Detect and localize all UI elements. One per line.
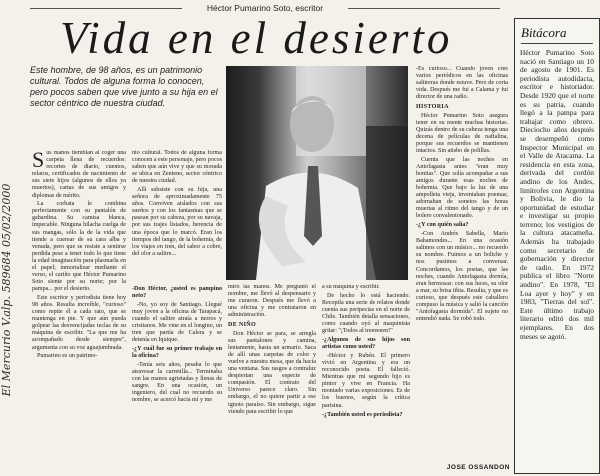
sidebar-box: [514, 18, 600, 474]
article-lead: Este hombre, de 98 años, es un patrimonio cultural. Todos de alguna forma lo conocen, pero pocos saben que vive junto a su hija en el sector céntrico de nuestra ciudad.: [30, 65, 218, 108]
col1-p2: La corbata le combina perfectamente con su pantalón de gabardina. Su camisa blanca, impecable. Ninguna hilacha cuelga de sus mangas, sólo la de la vida que tiende a cuerear de su cara alba y venuda, pero que se resiste a sentirse perdida pese a tener todo lo que tiene la edad imaginación para plasmarla en el papel; inmortalizar mediante el verso, el cariño que Héctor Pumarino Soto siente por su norte; por la pampa... por el desierto.: [32, 201, 126, 293]
col5-p1: -Es curioso... Cuando joven creé varios periódicos en las oficinas salitreras donde estuve. Pero de corta vida. Después me fui a Calama y fui director de una radio.: [416, 66, 508, 101]
col2-a1: -No, yo soy de Santiago. Llegué muy joven a la oficina de Tarapacá, cuando el salitre atraía a moros y cristianos. Me vine en el longino, un tren que partía de Calera y se detenía en Iquique.: [132, 301, 222, 344]
portrait-photo: [226, 66, 408, 280]
col3-p1: miró las manos. Me preguntó el nombre, me llevó al despensario y me curaron. Después me llevó a una oficina y me contrataron en administración.: [228, 284, 316, 319]
col2-q1: -Don Héctor, ¿usted es pampino neto?: [132, 286, 222, 300]
col4-q2: -¿También usted es periodista?: [322, 411, 403, 418]
col2-p2: Allí subsiste con su hija, una señora de aproximadamente 75 años. Conviven aislados con sus sueños y con los fantasmas que se pasean por su cabeza, por su navaja, por sus trajes listados, herencia de una época que lo marcó. Eran los tiempos del tango, de la bohemia, de los viajes en tren, del sabor a cobre, del olor a salitre...: [132, 186, 222, 257]
col5-q1: -¿Y con quién salía?: [416, 222, 469, 229]
col1-p3: Este escritor y periodista tiene hoy 98 años. Resulta increíble, "curioso" como repite él a cada rato, que se mantenga en pie. Y que aún pueda golpear las desvencijadas teclas de su máquina de escribir. "La que me ha acompañado desde siempre", argumenta con su voz aguajumbrada.: [32, 294, 126, 351]
col1-p1: us manos tiemblan al coger una carpeta llena de recuerdos: recortes de diario, cuentos, relatos, certificados de nacimiento de sus siete hijos (algunos de ellos ya muertos), cartas de sus amigos y diplomas de mérito.: [32, 150, 126, 199]
col4-p2: De hecho lo está haciendo. Recopila una serie de relatos donde cuenta sus peripecias en el norte de Chile. También detalla sensaciones, como cuando oyó al maquinista gritar: "¡Todos al treeeeeen!": [322, 292, 410, 335]
byline: Héctor Pumarino Soto, escritor: [206, 3, 324, 13]
article-col-2-qa: [132, 284, 222, 476]
col4-q1: -¿Algunos de sus hijos son artistas como usted?: [322, 337, 410, 351]
article-col-1: [32, 150, 126, 476]
sidebar-text: Héctor Pumarino Soto nació en Santiago un 10 de agosto de 1901. Es periodista autodidacta, escritor e historiador. Desde 1920 que el norte es su patria, cuando llegó a la pampa para trabajar como obrero. Dieciocho años después se desempeñó como Inspector Municipal en el Valle de Atacama. La residencia en esta zona, derivada del cordón andino de los Andes, limítrofes con Argentina y Bolivia, le dio la oportunidad de estudiar e investigar su propio terreno; los vestigios de la cultura atacameña. Además ha trabajado como secretario de gobernación y director de radio. En 1972 publica el libro "Norte andino". En 1978, "El Loa ayer y hoy" y en 1983, "Tierras del sol". Este último trabajo literario editó dos mil ejemplares. En dos meses se agotó.: [520, 49, 594, 341]
chair-back: [366, 126, 408, 280]
sidebar-title: Bitácora: [521, 25, 567, 40]
col3-p2: Don Héctor se para, se arregla sus pantalones y camina, lentamente, hasta un armario. Saca de allí unas carpetas de color y vuelve a nuestra mesa, que da hacia una ventana. Sus rasgos a contraluz despiertan una especie de compasión. El contrato del Universo parece claro. Sin embargo, el no quiere partir a ese ignoto paraíso. Sin embargo, sigue viendo para escribir lo que: [228, 330, 316, 415]
drop-cap: S: [32, 150, 45, 172]
col5-p4: -Con Andrés Sabella, Mario Bahamondes... En una ocasión salimos con un músico... no recuerdo su nombre. Fuimos a un boliche y nos pusimos a conversar. Concordamos, los poetas, que las noches, cuando Antofagasta dormía, eran hermosas: con sus luces, su olor a mar, su brisa tibia. Resulta, y que es curioso, que después este caballero compuso la música y salió la canción "Antofagasta dormida". El sujeto no entendió nada. Se robó todo.: [416, 231, 508, 323]
author-signature: JOSE OSSANDON: [446, 464, 510, 471]
margin-note: El Mercurio V.alp. 589684 05/02/2000: [0, 183, 13, 397]
col5-p3: Cuenta que las noches en Antofagasta antes "eran muy bonitas". Que solía acompañar a sus amigos durante esas noches de bohemia. Que bajo la luz de una ampolleta vieja, inventaban poemas; adornaban de sonetos las horas muertas al ritmo del tango y de un bolero convalentonado.: [416, 156, 508, 220]
byline-rule-right: [348, 8, 500, 9]
article-title: Vida en el desierto: [60, 13, 453, 63]
col4-p1: a su máquina y escribir.: [322, 284, 380, 290]
article-col-4: [322, 284, 410, 476]
col1-p4: Pumarino es un patrimo-: [37, 353, 98, 360]
col2-a2: -Tenía seis años, pesaba lo que atravesar la carretilla... Terminaba con las manos agrietadas y llenas de sangre. En una ocasión, un ingeniero, del cual no recuerdo su nombre, se acercó hacia mí y me: [132, 361, 222, 404]
portrait-illustration: [226, 66, 408, 280]
article-col-5: [416, 66, 508, 462]
col5-p2: Héctor Pumarino Soto asegura tener en su mente muchas historias. Quizás dentro de su cabeza tenga una decena de películas de naftalina, porque sus recuerdos se mantienen intactos. Sin atisbo de polillas.: [416, 112, 508, 155]
article-col-3: [228, 284, 316, 476]
col2-p1: nio cultural. Todos de alguna forma conocen a este personaje, pero pocos saben que aún vive y que su morada se ubica en Zenteno, sector céntrico de nuestra ciudad.: [132, 150, 222, 185]
sidebar-rule: [521, 43, 593, 44]
article-col-2-top: [132, 150, 222, 282]
col2-q2: -¿Y cuál fue su primer trabajo en la oficina?: [132, 346, 222, 360]
byline-rule-left: [30, 8, 182, 9]
col4-p3: -Héctor y Rubén. El primero vivió en Argentina y era un reconocido poeta. El falleció. Mientras que mi segundo hijo es pintor y vive en Francia. Ha montado varias exposiciones. Es de los buenos, según la crítica parisina.: [322, 352, 410, 409]
col5-subhead: HISTORIA: [416, 104, 449, 111]
head: [290, 96, 334, 152]
col3-subhead: DE NIÑO: [228, 322, 257, 329]
